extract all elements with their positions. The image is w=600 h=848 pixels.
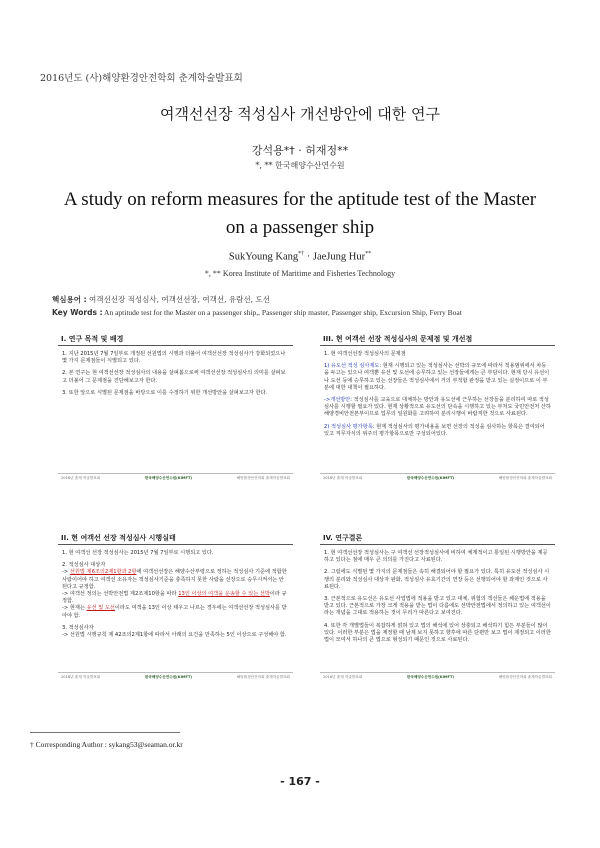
keywords-english-label: Key Words :: [52, 308, 103, 317]
slide-paragraph: 1. 현 여객선선장 적성심사는 구 여객선 선장적성심사에 비하여 체계적이고 통일된 시행방안을 제공하고 있다는 점에 매우 큰 의의를 가진다고 사료된다.: [324, 550, 548, 564]
slide-text: 이라도 여객을 13인 이상 태우고 나르는 경우에는 여객선선장 적성심사를 받아야 함.: [62, 605, 287, 619]
slide-footer-right: 해양환경안전학회 춘계학술발표회: [236, 674, 290, 679]
slide-text: -> 현재는: [62, 605, 87, 612]
slide-highlight: ->개선방안: [324, 397, 351, 404]
slide-footer-logo: 한국해양수산연수원(KIMFT): [144, 475, 193, 480]
slide-subheading: 2. 적성심사 대상자: [62, 562, 106, 569]
slide-paragraph: 2. 그럼에도 식별된 몇 가지의 문제점들은 속히 해결되어야 할 필요가 있다. 특히 유도선 적성심사 시행의 분리와 적성심사 대상자 완화, 적성심사 유효기간의 연장 등은 선행되어야 할 과제인 것으로 사료된다.: [324, 569, 550, 590]
slide-footer: [320, 473, 555, 482]
slide-footer-logo: 한국해양수산연수원(KIMFT): [406, 475, 455, 480]
keywords-korean-label: 핵심용어 :: [52, 295, 87, 304]
slide-footer-right: 해양환경안전학회 춘계학술발표회: [498, 674, 552, 679]
footnote-divider: [30, 732, 180, 733]
slide-research-purpose: [58, 332, 293, 482]
slide-problems-improvements: [320, 332, 555, 482]
slide-text: : 적성심사를 교육으로 대체하는 방안과 유도선에 근무하는 선장들을 분리하여 따로 적성심사를 시행할 필요가 있다. 현재 상황적으로 유도선의 단속을 시행하고 있는 부처도 국민안전처 산하 해양경비안전본부이므로 업무의 일원화를 고려하여 분리시행이 바람직한 것으로 사료된다.: [324, 397, 551, 418]
slide-paragraph: [62, 605, 289, 619]
author-2-name: JaeJung Hur: [312, 251, 366, 263]
author-1-mark: *†: [298, 251, 305, 257]
slide-footer-logo: 한국해양수산연수원(KIMFT): [144, 674, 193, 679]
slide-text: ->: [62, 569, 70, 576]
author-2-mark: **: [365, 251, 372, 257]
slide-text: 이라 규정함.: [62, 591, 287, 605]
keywords-korean-text: 여객선선장 적성심사, 여객선선장, 여객선, 유람선, 도선: [88, 295, 270, 304]
slide-paragraph: [324, 397, 551, 419]
slide-paragraph: 4. 또한 각 개별법들이 복잡하게 얽혀 있고 법의 해석에 있어 상충되고 해석하기 힘든 부분들이 많이 있다. 이러한 부분은 법을 제정할 때 남제 보지 못하고 향후에 따른 단편만 보고 법이 제정되고 이러한 법이 모여서 하나의 큰 법으로 형성되기 때문인 것으로 사료된다.: [324, 622, 551, 644]
slide-footer: [58, 473, 293, 482]
slide-footer-logo: 한국해양수산연수원(KIMFT): [406, 674, 455, 679]
slide-paragraph: [62, 591, 289, 605]
keywords-english-text: An aptitude test for the Master on a passenger ship,, Passenger ship master, Passenger ship, Excursion Ship, Ferry Boat: [104, 308, 462, 317]
slide-paragraph: 2. 본 연구는 현 여객선선장 적성심사의 내용을 살펴봄으로써 여객선선장 적성심사의 의미를 살펴보고 더불어 그 문제점을 진단해보고자 한다.: [62, 370, 286, 384]
slide-highlight: 13인 이상의 여객을 운송할 수 있는 선박: [178, 591, 270, 598]
slide-text: : 현재 적성심사의 평가내용을 보면 선장의 적성을 심사하는 항목은 결여되어 있고 직무자식의 위주의 평가항목으로만 구성되어있다.: [324, 423, 545, 437]
slide-subheading: 3. 적성심사자: [62, 624, 94, 631]
slide-paragraph: -> 선원법 시행규칙 제 42조의2제1항에 따라서 아래의 요건을 만족하는 5인 이상으로 구성해야 함.: [62, 632, 287, 639]
slide-footer: [320, 672, 555, 681]
slide-highlight: 1) 유도선 적성 심사제도: [324, 363, 380, 370]
slide-text: 에 여객선선장은 해양수산부령으로 정하는 적성심사 기준에 적합한 사람이어야 하고 여객선 소유자는 적성심사기준을 충족하지 못한 사람을 선장으로 승무시켜서는 안 된다고 규정함.: [62, 569, 287, 590]
paper-title-english: A study on reform measures for the aptitude test of the Master on a passenger ship: [63, 189, 537, 238]
slide-paragraph: 3. 또한 앞으로 식별된 문제점을 바탕으로 이를 수정하기 위한 개선방안을 살펴보고자 한다.: [62, 389, 268, 396]
paper-title-korean: 여객선선장 적성심사 개선방안에 대한 연구: [160, 105, 440, 123]
slide-heading: I. 연구 목적 및 배경: [58, 332, 293, 346]
slide-heading: IV. 연구결론: [320, 531, 555, 545]
slide-current-status: [58, 531, 293, 681]
slide-highlight: 유선 및 도선: [86, 605, 115, 612]
page-number: - 167 -: [280, 775, 320, 788]
slide-paragraph: 1. 현 여객선 선장 적성심사는 2015년 7월 7일부로 시행되고 있다.: [62, 550, 214, 556]
keywords-korean: [52, 294, 270, 305]
slide-highlight: 선원법 제6조의2제1항과 2항: [69, 569, 137, 576]
author-1-name: SukYoung Kang: [228, 251, 299, 263]
slide-footer: [58, 672, 293, 681]
slide-footer-left: 2016년 춘계 학술발표회: [323, 674, 363, 679]
keywords-english: [52, 308, 462, 317]
slide-footer-left: 2016년 춘계 학술발표회: [61, 475, 101, 480]
slide-heading: III. 현 여객선 선장 적성심사의 문제점 및 개선점: [320, 332, 555, 346]
affiliation-korean: *, ** 한국해양수산연수원: [255, 161, 345, 170]
authors-korean: 강석용*† · 허재정**: [251, 144, 349, 157]
slide-paragraph: [324, 424, 551, 438]
slide-footer-right: 해양환경안전학회 춘계학술발표회: [498, 475, 552, 480]
slide-footer-right: 해양환경안전학회 춘계학술발표회: [236, 475, 290, 480]
slide-paragraph: [62, 569, 289, 591]
author-separator: ·: [304, 251, 313, 263]
slide-conclusion: [320, 531, 555, 681]
slide-text: -> 여객선 정의는 선박안전법 제2조제10항을 따라: [62, 591, 179, 598]
slide-paragraph: 3. 근본적으로 유도선은 유도선 사업법에 적용을 받고 있고 대체, 위험의 객선들은 해운법에 적용을 받고 있다. 근본적으로 가장 크게 적용을 받는 법이 다름에도 선박안전법에서 정의하고 있는 여객선이라는 개념을 그대로 적용하는 것이 무리가 따른다고 보여진다.: [324, 596, 551, 617]
slide-footer-left: 2016년 춘계 학술발표회: [323, 475, 363, 480]
corresponding-author-footnote: † Corresponding Author : sykang53@seaman.or.kr: [30, 740, 183, 749]
slide-paragraph: [324, 363, 551, 392]
affiliation-english: *, ** Korea Institute of Maritime and Fisheries Technology: [204, 269, 396, 278]
conference-header: 2016년도 (사)해양환경안전학회 춘계학술발표회: [40, 73, 243, 84]
authors-english: [0, 251, 600, 263]
slide-heading: II. 현 여객선 선장 적성심사 시행실태: [58, 531, 293, 545]
slide-paragraph: 1. 지난 2015년 7월 7일부로 개정된 선원법의 시행과 더불어 여객선선장 적성심사가 강화되었으나 몇 가지 문제점들이 식별되고 있다.: [62, 351, 286, 365]
slide-text: : 현재 시행되고 있는 적성심사는 선박의 규모에 따라서 적용범위에서 차등을 두고는 있으나 여객뿐 유선 및 도선에 승무하고 있는 선장들에게는 큰 부담이다. 현재 당시 유선이나 도선 등에 승무하고 있는 선장들은 적성심사에서 거의 부적합 판정을 받고 있는 실정이므로 이 부분에 대한 대책이 필요하다.: [324, 363, 550, 391]
slide-subheading: 1. 현 여객선선장 적성심사의 문제점: [324, 351, 406, 357]
slide-highlight: 2) 적성심사 평가항목: [324, 423, 373, 430]
slide-footer-left: 2016년 춘계 학술발표회: [61, 674, 101, 679]
